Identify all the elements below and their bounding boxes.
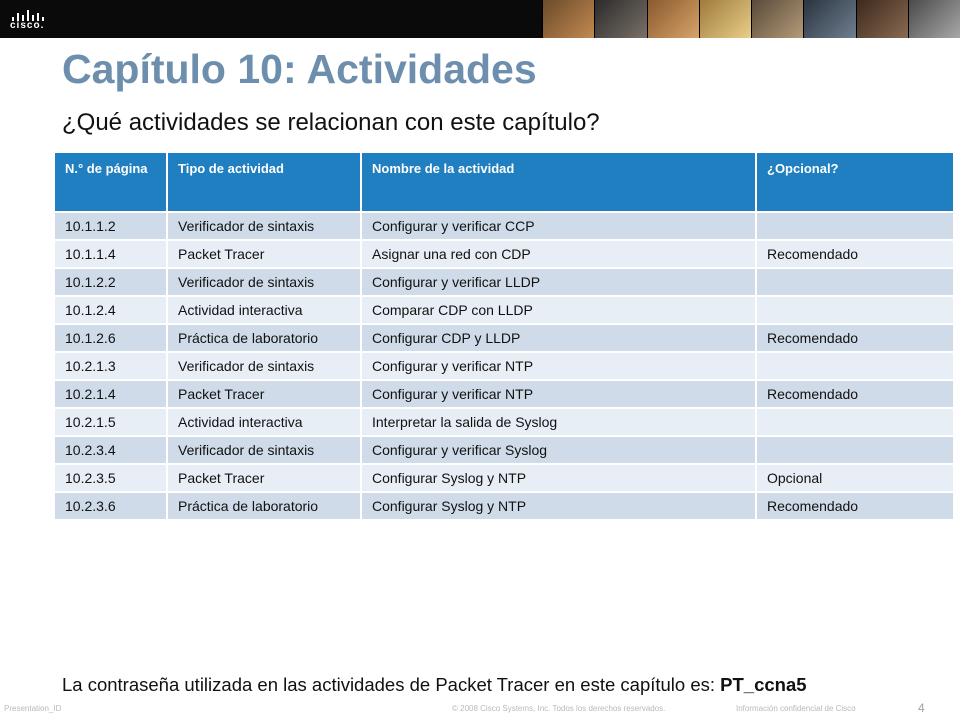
cell-name: Asignar una red con CDP: [361, 240, 756, 268]
cell-page: 10.2.1.4: [54, 380, 167, 408]
cell-type: Práctica de laboratorio: [167, 492, 361, 520]
slide-title: Capítulo 10: Actividades: [62, 46, 537, 92]
table-row: [54, 464, 954, 492]
page-number: 4: [918, 701, 925, 715]
table-header-row: [54, 152, 954, 212]
cell-name: Configurar y verificar CCP: [361, 212, 756, 240]
cell-optional: [756, 268, 954, 296]
cell-optional: [756, 296, 954, 324]
cell-name: Configurar CDP y LLDP: [361, 324, 756, 352]
banner-photo: [542, 0, 594, 38]
table-row: [54, 324, 954, 352]
cell-name: Configurar y verificar NTP: [361, 352, 756, 380]
banner-photo: [699, 0, 751, 38]
footer-confidential: Información confidencial de Cisco: [736, 704, 856, 713]
cell-type: Verificador de sintaxis: [167, 268, 361, 296]
column-header-optional: ¿Opcional?: [756, 152, 954, 212]
cell-name: Configurar Syslog y NTP: [361, 464, 756, 492]
password-note: [62, 674, 807, 696]
cell-name: Configurar Syslog y NTP: [361, 492, 756, 520]
table-row: [54, 268, 954, 296]
cell-optional: [756, 212, 954, 240]
activities-table: [53, 151, 955, 521]
cell-name: Configurar y verificar Syslog: [361, 436, 756, 464]
slide-subtitle: ¿Qué actividades se relacionan con este capítulo?: [62, 109, 600, 136]
cisco-logo-text: cisco.: [10, 20, 45, 31]
table-row: [54, 352, 954, 380]
top-banner: [0, 0, 960, 38]
cell-page: 10.1.2.6: [54, 324, 167, 352]
cell-optional: Recomendado: [756, 240, 954, 268]
table-row: [54, 240, 954, 268]
footer-presentation-id: Presentation_ID: [4, 704, 62, 713]
table-row: [54, 436, 954, 464]
cell-optional: Recomendado: [756, 380, 954, 408]
cell-page: 10.1.2.2: [54, 268, 167, 296]
cell-optional: Recomendado: [756, 324, 954, 352]
cell-type: Verificador de sintaxis: [167, 352, 361, 380]
cell-type: Práctica de laboratorio: [167, 324, 361, 352]
cell-page: 10.1.2.4: [54, 296, 167, 324]
table-row: [54, 380, 954, 408]
password-value: PT_ccna5: [720, 674, 807, 695]
footer-copyright: © 2008 Cisco Systems, Inc. Todos los derechos reservados.: [452, 704, 666, 713]
cell-type: Verificador de sintaxis: [167, 436, 361, 464]
photo-strip: [542, 0, 960, 38]
cell-type: Packet Tracer: [167, 464, 361, 492]
cell-optional: [756, 408, 954, 436]
cell-type: Actividad interactiva: [167, 408, 361, 436]
banner-photo: [803, 0, 855, 38]
cell-type: Actividad interactiva: [167, 296, 361, 324]
banner-photo: [647, 0, 699, 38]
cell-type: Packet Tracer: [167, 240, 361, 268]
cell-optional: [756, 436, 954, 464]
cell-page: 10.2.3.5: [54, 464, 167, 492]
cell-page: 10.2.1.3: [54, 352, 167, 380]
column-header-name: Nombre de la actividad: [361, 152, 756, 212]
cell-page: 10.2.3.6: [54, 492, 167, 520]
cell-name: Interpretar la salida de Syslog: [361, 408, 756, 436]
cell-page: 10.1.1.2: [54, 212, 167, 240]
cell-optional: Recomendado: [756, 492, 954, 520]
cell-optional: Opcional: [756, 464, 954, 492]
cell-type: Verificador de sintaxis: [167, 212, 361, 240]
table-row: [54, 492, 954, 520]
banner-photo: [594, 0, 646, 38]
table-row: [54, 408, 954, 436]
table-row: [54, 212, 954, 240]
cell-name: Comparar CDP con LLDP: [361, 296, 756, 324]
column-header-page: N.° de página: [54, 152, 167, 212]
cell-name: Configurar y verificar NTP: [361, 380, 756, 408]
cell-page: 10.1.1.4: [54, 240, 167, 268]
cell-name: Configurar y verificar LLDP: [361, 268, 756, 296]
cell-optional: [756, 352, 954, 380]
banner-photo: [751, 0, 803, 38]
cell-type: Packet Tracer: [167, 380, 361, 408]
banner-photo: [856, 0, 908, 38]
banner-photo: [908, 0, 960, 38]
table-row: [54, 296, 954, 324]
cell-page: 10.2.3.4: [54, 436, 167, 464]
password-note-text: La contraseña utilizada en las actividades de Packet Tracer en este capítulo es:: [62, 674, 721, 695]
cell-page: 10.2.1.5: [54, 408, 167, 436]
column-header-type: Tipo de actividad: [167, 152, 361, 212]
